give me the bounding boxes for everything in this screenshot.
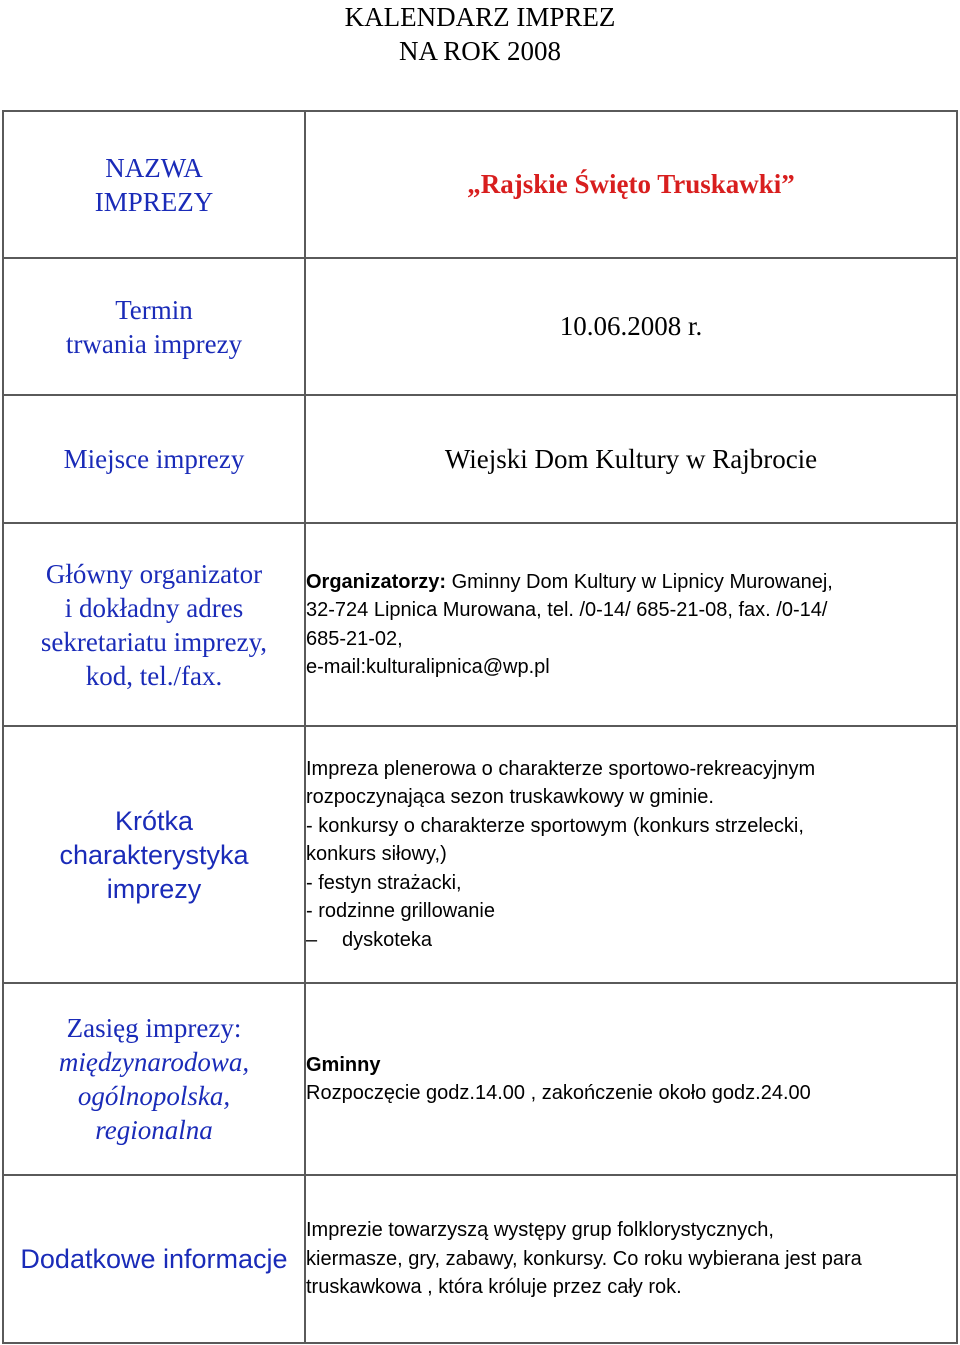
event-calendar-table <box>2 110 958 1344</box>
document-title <box>0 0 960 68</box>
table-row-description <box>3 726 957 983</box>
table-row-place <box>3 395 957 523</box>
scope-level: Gminny <box>306 1053 381 1076</box>
additional-info-value <box>305 1175 957 1343</box>
label-additional-info: Dodatkowe informacje <box>3 1175 305 1343</box>
label-event-date: Termin trwania imprezy <box>3 258 305 395</box>
description-line-3: - konkursy o charakterze sportowym (konkurs strzelecki, <box>306 814 804 837</box>
table-row-scope <box>3 983 957 1175</box>
description-line-5: - festyn strażacki, <box>306 871 462 894</box>
organizer-line-1: Gminny Dom Kultury w Lipnicy Murowanej, <box>446 570 833 593</box>
additional-line-3: truskawkowa , która króluje przez cały rok. <box>306 1276 682 1299</box>
additional-line-1: Imprezie towarzyszą występy grup folklorystycznych, <box>306 1219 774 1242</box>
description-line-6: - rodzinne grillowanie <box>306 900 495 923</box>
organizer-value <box>305 523 957 726</box>
description-value <box>305 726 957 983</box>
event-place-value: Wiejski Dom Kultury w Rajbrocie <box>305 395 957 523</box>
description-line-4: konkurs siłowy,) <box>306 843 447 866</box>
scope-hours: Rozpoczęcie godz.14.00 , zakończenie około godz.24.00 <box>306 1082 811 1104</box>
title-line-1: KALENDARZ IMPREZ <box>344 2 616 32</box>
organizer-prefix: Organizatorzy: <box>306 570 447 593</box>
organizer-line-2: 32-724 Lipnica Murowana, tel. /0-14/ 685-21-08, fax. /0-14/ <box>306 599 828 621</box>
description-line-2: rozpoczynająca sezon truskawkowy w gminie. <box>306 786 714 809</box>
label-event-place: Miejsce imprezy <box>3 395 305 523</box>
event-date-value: 10.06.2008 r. <box>305 258 957 395</box>
additional-line-2: kiermasze, gry, zabawy, konkursy. Co roku wybierana jest para <box>306 1247 862 1270</box>
table-row-organizer <box>3 523 957 726</box>
label-scope: Zasięg imprezy: międzynarodowa, ogólnopolska, regionalna <box>3 983 305 1175</box>
bullet-dash: – <box>306 928 318 951</box>
scope-value <box>305 983 957 1175</box>
title-line-2: NA ROK 2008 <box>398 36 561 66</box>
organizer-line-3: 685-21-02, <box>306 627 403 650</box>
description-line-1: Impreza plenerowa o charakterze sportowo-rekreacyjnym <box>306 757 816 780</box>
label-description: Krótka charakterystyka imprezy <box>3 726 305 983</box>
description-line-7: dyskoteka <box>342 928 433 951</box>
table-row-date <box>3 258 957 395</box>
table-row-additional <box>3 1175 957 1343</box>
organizer-email: e-mail:kulturalipnica@wp.pl <box>306 656 550 678</box>
event-name-value: „Rajskie Święto Truskawki” <box>305 111 957 258</box>
table-row-name <box>3 111 957 258</box>
label-organizer: Główny organizator i dokładny adres sekretariatu imprezy, kod, tel./fax. <box>3 523 305 726</box>
label-event-name: NAZWA IMPREZY <box>3 111 305 258</box>
